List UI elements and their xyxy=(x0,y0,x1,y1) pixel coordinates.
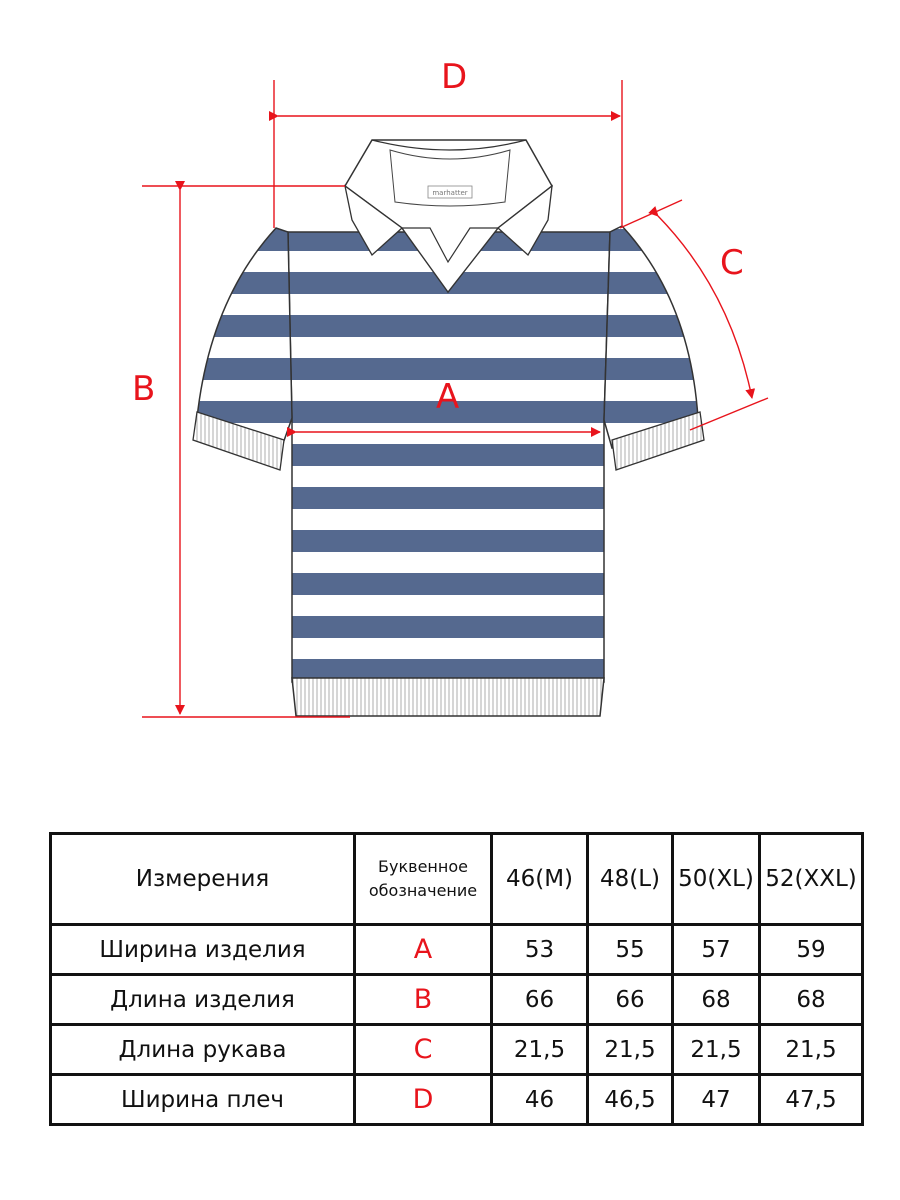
row-value: 46 xyxy=(492,1075,588,1125)
row-value: 57 xyxy=(673,925,760,975)
header-letter-line1: Буквенное xyxy=(378,857,468,876)
row-value: 21,5 xyxy=(673,1025,760,1075)
brand-label: marhatter xyxy=(432,189,468,197)
row-value: 21,5 xyxy=(588,1025,673,1075)
table-row xyxy=(51,1025,863,1075)
table-row xyxy=(51,975,863,1025)
row-measure-name: Ширина плеч xyxy=(51,1075,355,1125)
row-measure-name: Ширина изделия xyxy=(51,925,355,975)
right-sleeve xyxy=(600,220,710,470)
table-header-row xyxy=(51,834,863,925)
row-value: 66 xyxy=(588,975,673,1025)
row-value: 55 xyxy=(588,925,673,975)
header-measure: Измерения xyxy=(51,834,355,925)
header-size: 50(XL) xyxy=(673,834,760,925)
row-measure-name: Длина рукава xyxy=(51,1025,355,1075)
label-b: B xyxy=(132,369,156,409)
row-value: 53 xyxy=(492,925,588,975)
c-extension-bottom xyxy=(690,398,768,430)
c-extension-top xyxy=(620,200,682,228)
header-letter-line2: обозначение xyxy=(368,881,478,900)
hem-rib xyxy=(292,678,604,716)
row-value: 68 xyxy=(673,975,760,1025)
header-size: 52(XXL) xyxy=(760,834,863,925)
header-letter xyxy=(355,834,492,925)
row-value: 59 xyxy=(760,925,863,975)
label-d: D xyxy=(441,57,468,97)
row-value: 66 xyxy=(492,975,588,1025)
label-a: A xyxy=(436,377,460,417)
row-value: 47,5 xyxy=(760,1075,863,1125)
row-letter: B xyxy=(355,975,492,1025)
row-value: 46,5 xyxy=(588,1075,673,1125)
row-measure-name: Длина изделия xyxy=(51,975,355,1025)
row-letter: D xyxy=(355,1075,492,1125)
row-letter: A xyxy=(355,925,492,975)
table-row xyxy=(51,925,863,975)
row-value: 68 xyxy=(760,975,863,1025)
row-value: 21,5 xyxy=(760,1025,863,1075)
header-size: 46(M) xyxy=(492,834,588,925)
label-c: C xyxy=(720,243,744,283)
header-size: 48(L) xyxy=(588,834,673,925)
row-value: 47 xyxy=(673,1075,760,1125)
size-table xyxy=(49,832,864,1126)
table-row xyxy=(51,1075,863,1125)
left-sleeve xyxy=(190,220,300,470)
row-letter: C xyxy=(355,1025,492,1075)
row-value: 21,5 xyxy=(492,1025,588,1075)
